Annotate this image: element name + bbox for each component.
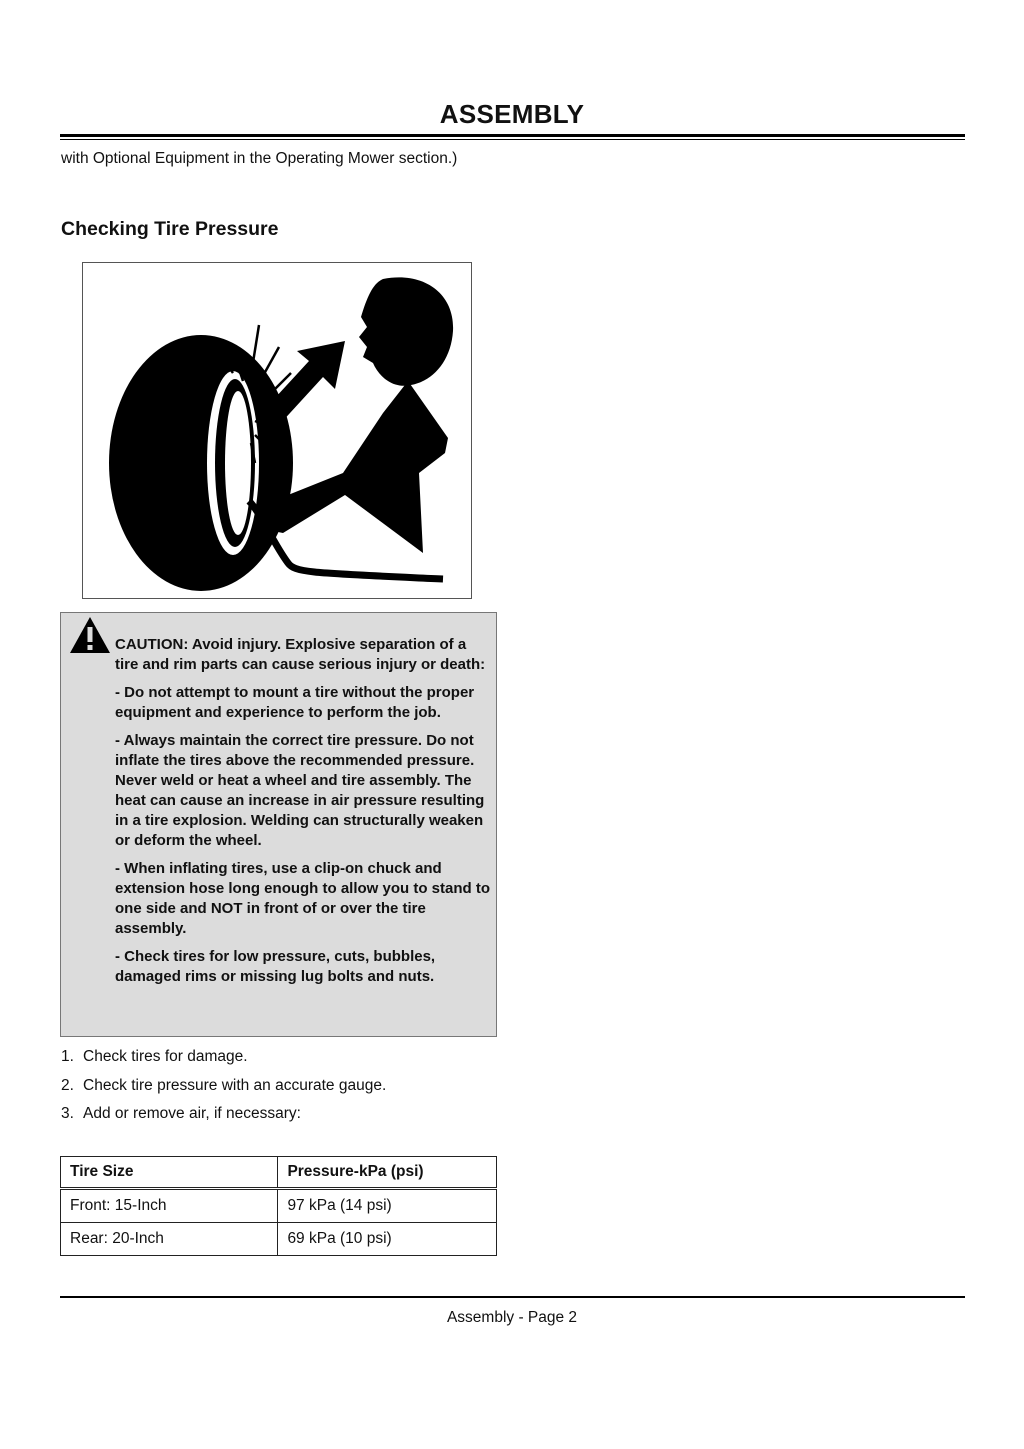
warning-triangle-icon [69, 616, 111, 659]
column-header: Pressure-kPa (psi) [278, 1157, 497, 1189]
step-number: 2. [61, 1076, 74, 1094]
table-cell: Rear: 20-Inch [61, 1223, 278, 1256]
caution-point: - When inflating tires, use a clip-on chuck and extension hose long enough to allow you to stand to one side and NOT in front of or over the tire assembly. [115, 860, 490, 937]
table-cell: Front: 15-Inch [61, 1189, 278, 1223]
header-rule-thin [60, 139, 965, 140]
table-cell: 69 kPa (10 psi) [278, 1223, 497, 1256]
steps-list [61, 1043, 386, 1129]
table-cell: 97 kPa (14 psi) [278, 1189, 497, 1223]
header-rule [60, 134, 965, 137]
caution-point: - Always maintain the correct tire pressure. Do not inflate the tires above the recommended pressure. Never weld or heat a wheel and tire assembly. The heat can cause an increase in air pressure resulting in a tire explosion. Welding can structurally weaken or deform the wheel. [115, 732, 485, 849]
table-row [61, 1223, 497, 1256]
tire-explosion-illustration [82, 262, 472, 599]
list-item [61, 1072, 386, 1101]
list-item [61, 1100, 386, 1129]
step-text: Check tires for damage. [83, 1048, 248, 1065]
caution-point: - Do not attempt to mount a tire without the proper equipment and experience to perform the job. [115, 684, 475, 721]
column-header: Tire Size [61, 1157, 278, 1189]
tire-explosion-icon [83, 263, 473, 600]
step-text: Check tire pressure with an accurate gauge. [83, 1076, 387, 1094]
list-item [61, 1043, 386, 1072]
tire-pressure-table [60, 1156, 497, 1256]
table-row [61, 1189, 497, 1223]
caution-point: - Check tires for low pressure, cuts, bubbles, damaged rims or missing lug bolts and nuts. [115, 948, 436, 985]
page-title: ASSEMBLY [439, 99, 585, 129]
table-header-row [61, 1157, 497, 1189]
caution-box [60, 612, 497, 1037]
caution-text [115, 635, 493, 995]
section-heading: Checking Tire Pressure [61, 218, 279, 240]
step-number: 3. [61, 1105, 74, 1122]
continuation-text: with Optional Equipment in the Operating Mower section.) [61, 150, 458, 167]
page-footer: Assembly - Page 2 [446, 1309, 578, 1326]
step-number: 1. [61, 1048, 74, 1065]
step-text: Add or remove air, if necessary: [83, 1105, 301, 1122]
caution-lead: CAUTION: Avoid injury. Explosive separation of a tire and rim parts can cause serious injury or death: [115, 636, 486, 673]
footer-rule [60, 1296, 965, 1298]
